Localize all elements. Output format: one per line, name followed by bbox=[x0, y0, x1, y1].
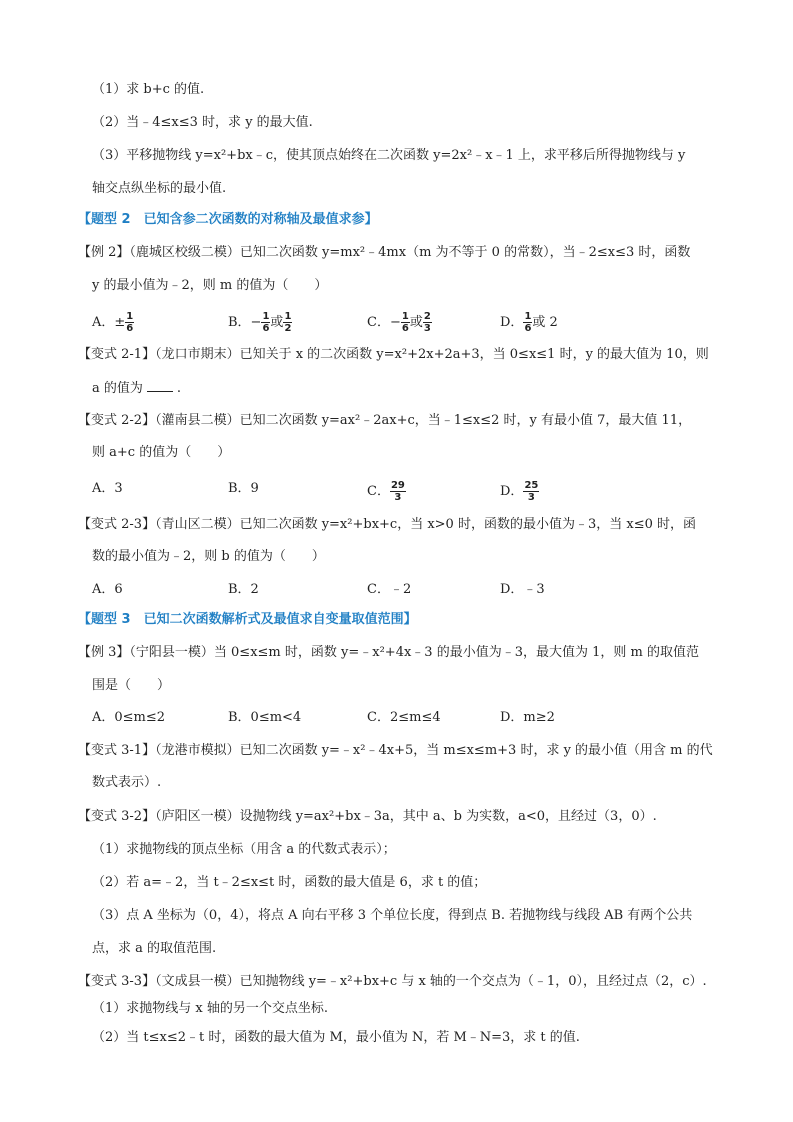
fraction bbox=[390, 480, 406, 503]
or-text: 或 bbox=[270, 315, 284, 330]
option-label: D． bbox=[500, 315, 524, 330]
problem-part-3: （3）平移抛物线 y=x²+bx﹣c，使其顶点始终在二次函数 y=2x²﹣x﹣1 上，求平移后所得抛物线与 y bbox=[92, 148, 686, 163]
problem-part-1: （1）求 b+c 的值. bbox=[92, 82, 205, 97]
example-3: 【例 3】（宁阳县一模）当 0≤x≤m 时，函数 y=﹣x²+4x﹣3 的最小值为﹣3，最大值为 1，则 m 的取值范 bbox=[78, 645, 699, 660]
variant-3-1-cont: 数式表示）. bbox=[92, 775, 162, 790]
example-3-cont: 围是（ ） bbox=[92, 678, 171, 693]
numerator: 1 bbox=[126, 311, 134, 322]
fraction bbox=[283, 311, 292, 334]
option-b: B．9 bbox=[228, 481, 259, 496]
option-d bbox=[500, 480, 539, 503]
fraction bbox=[125, 311, 134, 334]
example-2: 【例 2】（鹿城区校级二模）已知二次函数 y=mx²﹣4mx（m 为不等于 0 的常数），当﹣2≤x≤3 时，函数 bbox=[78, 245, 691, 260]
option-a bbox=[92, 311, 134, 334]
option-c: C．2≤m≤4 bbox=[367, 710, 441, 725]
denominator: 6 bbox=[401, 323, 409, 334]
numerator: 1 bbox=[524, 311, 532, 322]
variant-3-2-part-1: （1）求抛物线的顶点坐标（用含 a 的代数式表示）； bbox=[92, 842, 396, 857]
variant-2-3: 【变式 2-3】（青山区二模）已知二次函数 y=x²+bx+c，当 x>0 时，函数的最小值为﹣3，当 x≤0 时，函 bbox=[78, 517, 696, 532]
variant-3-2: 【变式 3-2】（庐阳区一模）设抛物线 y=ax²+bx﹣3a，其中 a、b 为实数，a<0，且经过（3，0）. bbox=[78, 809, 657, 824]
example-2-cont: y 的最小值为﹣2，则 m 的值为（ ） bbox=[92, 278, 328, 293]
text: a 的值为 bbox=[92, 381, 143, 396]
option-c bbox=[367, 480, 406, 503]
variant-3-2-part-2: （2）若 a=﹣2，当 t﹣2≤x≤t 时，函数的最大值是 6，求 t 的值； bbox=[92, 875, 487, 890]
numerator: 1 bbox=[284, 311, 292, 322]
variant-3-3-part-1: （1）求抛物线与 x 轴的另一个交点坐标. bbox=[92, 1001, 328, 1016]
fraction bbox=[401, 311, 410, 334]
option-label: C．− bbox=[367, 315, 401, 330]
numerator: 25 bbox=[524, 480, 539, 491]
denominator: 6 bbox=[126, 323, 134, 334]
variant-2-2: 【变式 2-2】（灌南县二模）已知二次函数 y=ax²﹣2ax+c，当﹣1≤x≤2 时，y 有最小值 7，最大值 11， bbox=[78, 413, 692, 428]
option-label: D． bbox=[500, 484, 524, 499]
problem-part-3-cont: 轴交点纵坐标的最小值. bbox=[92, 181, 227, 196]
variant-3-2-part-3: （3）点 A 坐标为（0，4），将点 A 向右平移 3 个单位长度，得到点 B. 若抛物线与线段 AB 有两个公共 bbox=[92, 908, 693, 923]
numerator: 29 bbox=[390, 480, 405, 491]
option-d bbox=[500, 311, 558, 334]
option-b bbox=[228, 311, 292, 334]
problem-part-2: （2）当﹣4≤x≤3 时，求 y 的最大值. bbox=[92, 115, 313, 130]
variant-2-3-cont: 数的最小值为﹣2，则 b 的值为（ ） bbox=[92, 549, 325, 564]
variant-2-2-cont: 则 a+c 的值为（ ） bbox=[92, 445, 231, 460]
denominator: 3 bbox=[527, 492, 535, 503]
option-a: A．3 bbox=[92, 481, 123, 496]
numerator: 1 bbox=[401, 311, 409, 322]
variant-3-2-part-3-cont: 点，求 a 的取值范围. bbox=[92, 941, 217, 956]
variant-3-1: 【变式 3-1】（龙港市模拟）已知二次函数 y=﹣x²﹣4x+5，当 m≤x≤m+3 时，求 y 的最小值（用含 m 的代 bbox=[78, 743, 713, 758]
option-d: D．﹣3 bbox=[500, 582, 545, 597]
denominator: 2 bbox=[284, 323, 292, 334]
variant-2-1: 【变式 2-1】（龙口市期末）已知关于 x 的二次函数 y=x²+2x+2a+3，当 0≤x≤1 时，y 的最大值为 10，则 bbox=[78, 347, 709, 362]
option-b: B．0≤m<4 bbox=[228, 710, 302, 725]
numerator: 1 bbox=[262, 311, 270, 322]
fraction bbox=[523, 480, 539, 503]
option-c: C．﹣2 bbox=[367, 582, 412, 597]
option-a: A．6 bbox=[92, 582, 123, 597]
numerator: 2 bbox=[423, 311, 431, 322]
option-rest: 或 2 bbox=[532, 315, 558, 330]
option-b: B．2 bbox=[228, 582, 259, 597]
variant-2-1-cont bbox=[92, 379, 181, 398]
fraction bbox=[423, 311, 432, 334]
option-c bbox=[367, 311, 432, 334]
or-text: 或 bbox=[409, 315, 423, 330]
answer-blank[interactable] bbox=[147, 379, 173, 392]
denominator: 6 bbox=[262, 323, 270, 334]
option-d: D．m≥2 bbox=[500, 710, 555, 725]
option-a: A．0≤m≤2 bbox=[92, 710, 166, 725]
denominator: 3 bbox=[423, 323, 431, 334]
variant-3-3: 【变式 3-3】（文成县一模）已知抛物线 y=﹣x²+bx+c 与 x 轴的一个交点为（﹣1，0），且经过点（2，c）. bbox=[78, 974, 707, 989]
option-label: C． bbox=[367, 484, 390, 499]
section-heading-2: 【题型 2 已知含参二次函数的对称轴及最值求参】 bbox=[78, 212, 378, 227]
denominator: 6 bbox=[524, 323, 532, 334]
option-label: A．± bbox=[92, 315, 126, 330]
period: . bbox=[176, 381, 182, 396]
denominator: 3 bbox=[394, 492, 402, 503]
option-label: B．− bbox=[228, 315, 262, 330]
variant-3-3-part-2: （2）当 t≤x≤2﹣t 时，函数的最大值为 M，最小值为 N，若 M﹣N=3，求 t 的值. bbox=[92, 1030, 580, 1045]
section-heading-3: 【题型 3 已知二次函数解析式及最值求自变量取值范围】 bbox=[78, 612, 417, 627]
